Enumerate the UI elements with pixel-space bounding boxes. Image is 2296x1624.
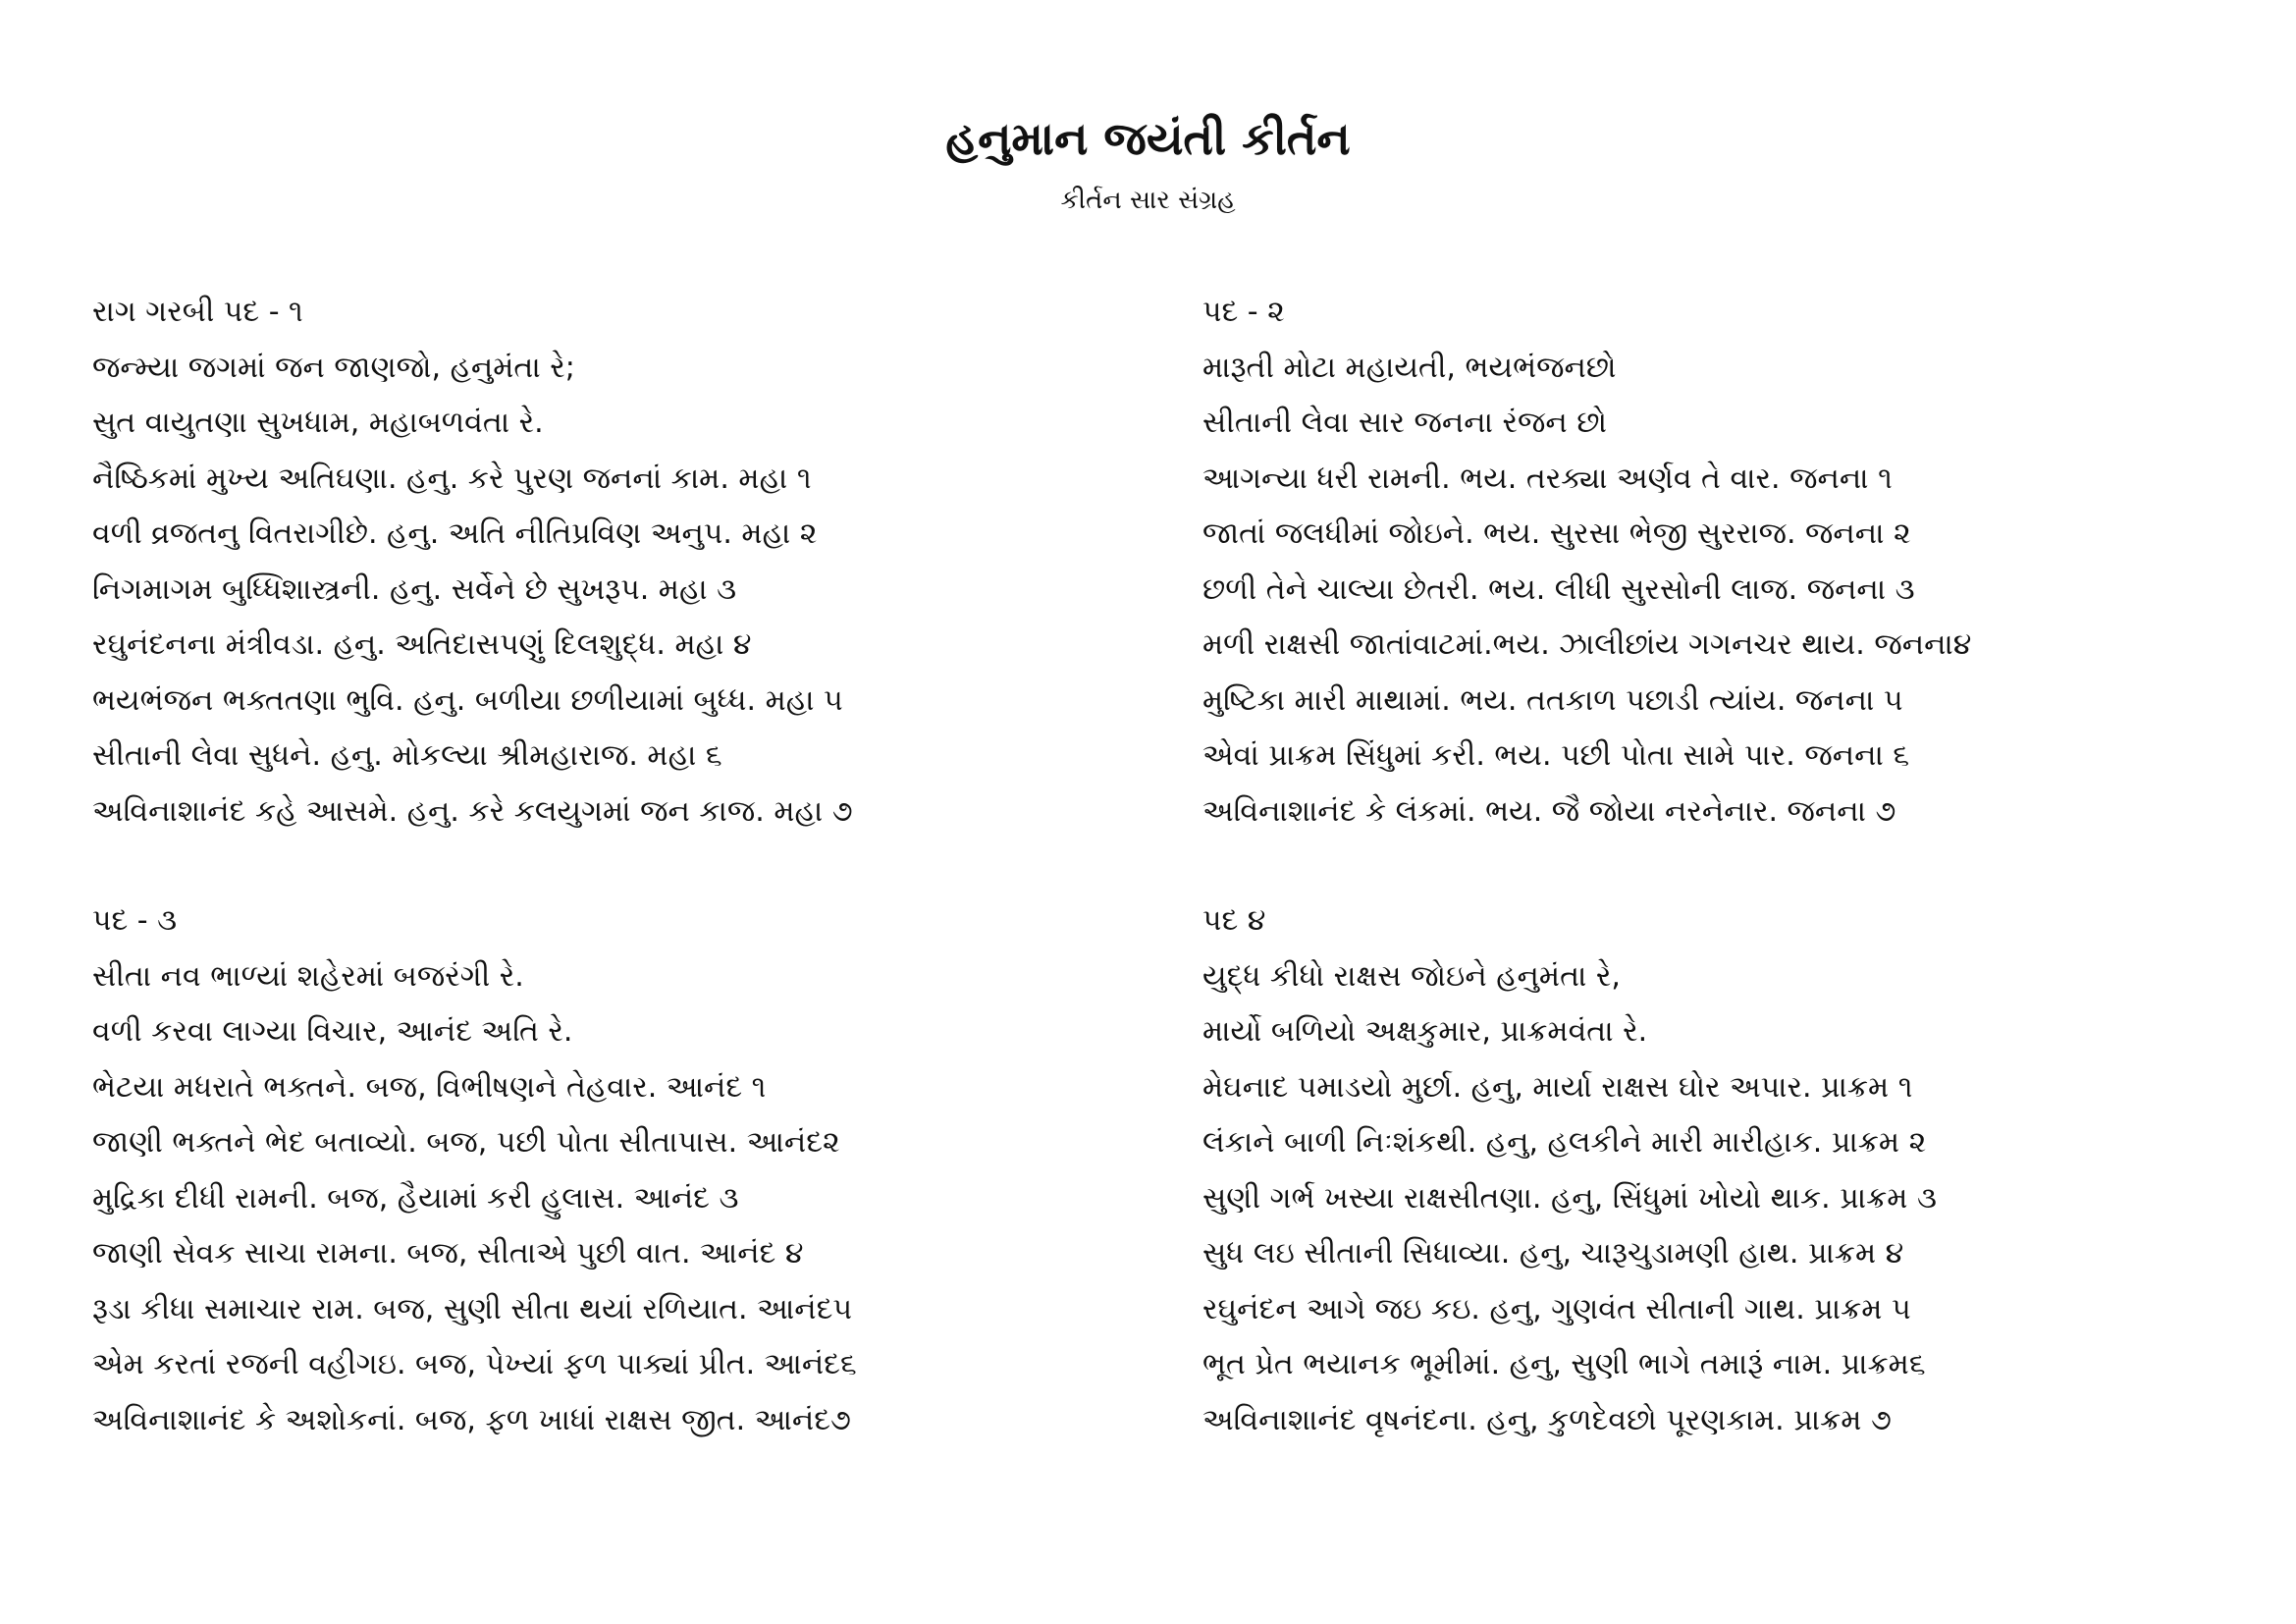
pad-4-line-6: સુધ લઇ સીતાની સિધાવ્યા. હનુ, ચારૂચુડામણી હાથ. પ્રાક્રમ ૪ xyxy=(1202,1236,1904,1271)
pad-1-line-1: જન્મ્યા જગમાં જન જાણજો, હનુમંતા રે; xyxy=(92,350,575,385)
pad-3-line-1: સીતા નવ ભાળ્યાં શહેરમાં બજરંગી રે. xyxy=(92,958,524,994)
pad-2-line-3: આગન્યા ધરી રામની. ભય. તરક્યા અર્ણવ તે વાર. જનના ૧ xyxy=(1202,460,1893,496)
pad-3-line-3: ભેટયા મધરાતે ભક્તને. બજ, વિભીષણને તેહવાર. આનંદ ૧ xyxy=(92,1069,767,1105)
pad-4-line-4: લંકાને બાળી નિઃશંકથી. હનુ, હલકીને મારી મારીહાક. પ્રાક્રમ ૨ xyxy=(1202,1125,1927,1160)
pad-2-line-4: જાતાં જલધીમાં જોઇને. ભય. સુરસા ભેજી સુરરાજ. જનના ૨ xyxy=(1202,516,1911,551)
pad-2-line-1: મારૂતી મોટા મહાયતી, ભયભંજનછો xyxy=(1202,350,1617,385)
pad-4-line-3: મેઘનાદ પમાડયો મુર્છા. હનુ, માર્યા રાક્ષસ ઘોર અપાર. પ્રાક્રમ ૧ xyxy=(1202,1069,1913,1105)
document-header xyxy=(0,106,2296,220)
pad-4-line-2: માર્યો બળિયો અક્ષકુમાર, પ્રાક્રમવંતા રે. xyxy=(1202,1014,1648,1049)
pad-3-block xyxy=(92,893,1133,1448)
pad-4-line-5: સુણી ગર્ભ ખસ્યા રાક્ષસીતણા. હનુ, સિંધુમાં ખોયો થાક. પ્રાક્રમ ૩ xyxy=(1202,1180,1937,1216)
pad-2-line-2: સીતાની લેવા સાર જનના રંજન છો xyxy=(1202,406,1607,440)
pad-3-line-6: જાણી સેવક સાચા રામના. બજ, સીતાએ પુછી વાત. આનંદ ૪ xyxy=(92,1236,804,1271)
pad-4-heading: પદ ૪ xyxy=(1202,903,1266,938)
pad-2-line-5: છળી તેને ચાલ્યા છેતરી. ભય. લીધી સુરસોની લાજ. જનના ૩ xyxy=(1202,571,1915,607)
pad-4-line-1: યુદ્ધ કીધો રાક્ષસ જોઇને હનુમંતા રે, xyxy=(1202,958,1621,994)
pad-1-line-4: વળી વ્રજતનુ વિતરાગીછે. હનુ. અતિ નીતિપ્રવિણ અનુપ. મહા ૨ xyxy=(92,516,818,551)
pad-1-line-8: સીતાની લેવા સુધને. હનુ. મોકલ્યા શ્રીમહારાજ. મહા ૬ xyxy=(92,738,722,773)
pad-3-line-5: મુદ્રિકા દીધી રામની. બજ, હૈયામાં કરી હુલાસ. આનંદ ૩ xyxy=(92,1180,739,1216)
pad-3-line-2: વળી કરવા લાગ્યા વિચાર, આનંદ અતિ રે. xyxy=(92,1014,573,1049)
pad-2-block xyxy=(1202,285,2243,839)
pad-3-line-7: રૂડા કીધા સમાચાર રામ. બજ, સુણી સીતા થયાં રળિયાત. આનંદ૫ xyxy=(92,1291,853,1326)
pad-4-block xyxy=(1202,893,2243,1448)
pad-1-line-3: નૈષ્ઠિકમાં મુખ્ય અતિઘણા. હનુ. કરે પુરણ જનનાં કામ. મહા ૧ xyxy=(92,460,812,496)
pad-3-line-8: એમ કરતાં રજની વહીગઇ. બજ, પેખ્યાં ફળ પાક્યાં પ્રીત. આનંદ૬ xyxy=(92,1347,857,1381)
pad-2-line-9: અવિનાશાનંદ કે લંકમાં. ભય. જૈ જોયા નરનેનાર. જનના ૭ xyxy=(1202,793,1896,829)
pad-1-line-9: અવિનાશાનંદ કહે આસમે. હનુ. કરે કલયુગમાં જન કાજ. મહા ૭ xyxy=(92,793,853,829)
pad-4-line-9: અવિનાશાનંદ વૃષનંદના. હનુ, કુળદેવછો પૂરણકામ. પ્રાક્રમ ૭ xyxy=(1202,1402,1892,1437)
pad-3-line-4: જાણી ભક્તને ભેદ બતાવ્યો. બજ, પછી પોતા સીતાપાસ. આનંદ૨ xyxy=(92,1125,840,1160)
pad-1-block xyxy=(92,285,1133,839)
page-subtitle: કીર્તન સાર સંગ્રહ xyxy=(1060,186,1236,215)
pad-3-heading: પદ - ૩ xyxy=(92,903,178,938)
page-title: હનુમાન જયંતી કીર્તન xyxy=(945,112,1351,165)
pad-2-line-6: મળી રાક્ષસી જાતાંવાટમાં.ભય. ઝાલીછાંય ગગનચર થાય. જનના૪ xyxy=(1202,627,1972,662)
pad-1-line-7: ભયભંજન ભક્તતણા ભુવિ. હનુ. બળીયા છળીયામાં બુધ્ધ. મહા ૫ xyxy=(92,682,843,718)
pad-2-line-7: મુષ્ટિકા મારી માથામાં. ભય. તતકાળ પછાડી ત્યાંય. જનના ૫ xyxy=(1202,682,1903,718)
pad-1-line-6: રઘુનંદનના મંત્રીવડા. હનુ. અતિદાસપણું દિલશુદ્ધ. મહા ૪ xyxy=(92,627,752,662)
pad-1-heading: રાગ ગરબી પદ - ૧ xyxy=(92,295,303,329)
pad-1-line-5: નિગમાગમ બુધ્ધિશાસ્ત્રની. હનુ. સર્વેને છે સુખરૂપ. મહા ૩ xyxy=(92,571,737,607)
pad-2-line-8: એવાં પ્રાક્રમ સિંધુમાં કરી. ભય. પછી પોતા સામે પાર. જનના ૬ xyxy=(1202,738,1910,773)
pad-4-line-8: ભૂત પ્રેત ભયાનક ભૂમીમાં. હનુ, સુણી ભાગે તમારૂં નામ. પ્રાક્રમ૬ xyxy=(1202,1347,1926,1381)
pad-3-line-9: અવિનાશાનંદ કે અશોકનાં. બજ, ફળ ખાધાં રાક્ષસ જીત. આનંદ૭ xyxy=(92,1402,851,1437)
pad-2-heading: પદ - ૨ xyxy=(1202,295,1285,329)
pad-4-line-7: રઘુનંદન આગે જઇ કઇ. હનુ, ગુણવંત સીતાની ગાથ. પ્રાક્રમ ૫ xyxy=(1202,1291,1911,1326)
pad-1-line-2: સુત વાયુતણા સુખધામ, મહાબળવંતા રે. xyxy=(92,406,544,440)
